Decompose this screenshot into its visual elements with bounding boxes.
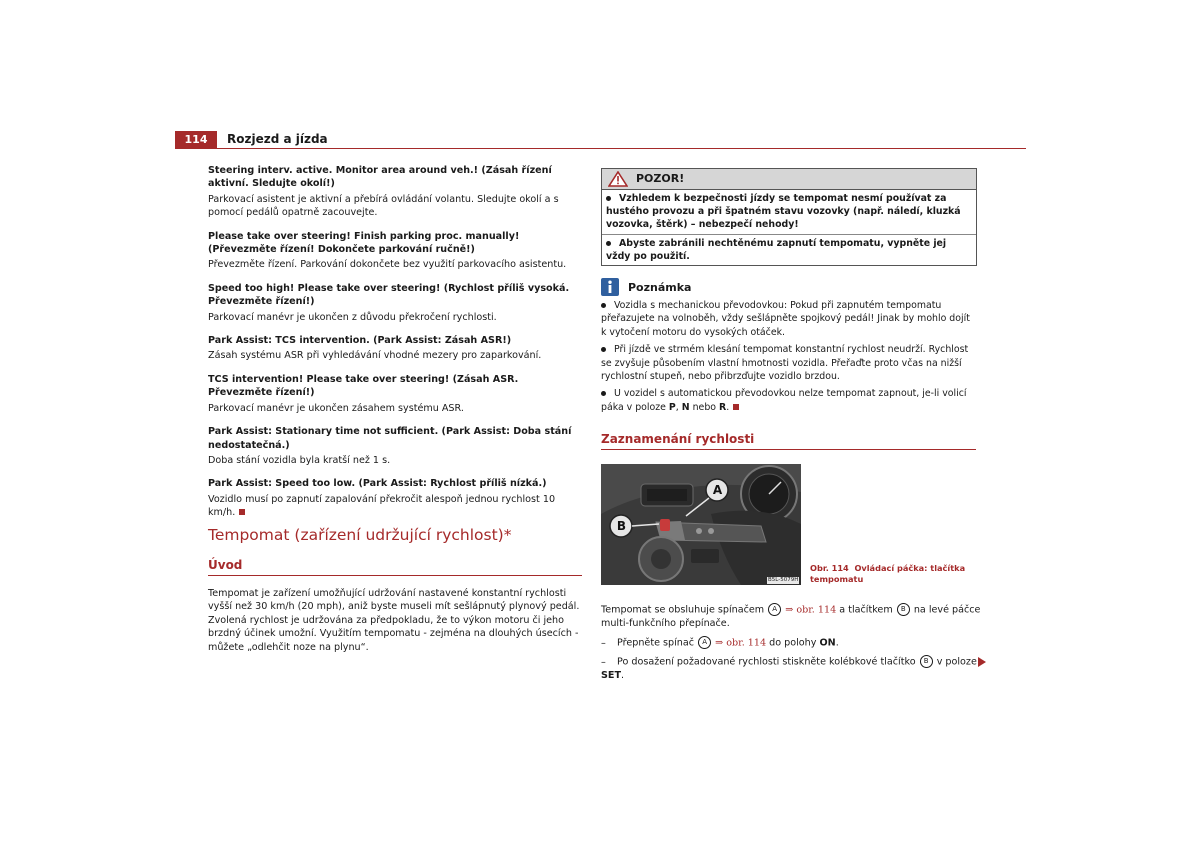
paragraph-text: na levé páčce multi-funkčního přepínače. (601, 604, 981, 629)
gear-position-n: N (681, 401, 690, 413)
step-text: Přepněte spínač (617, 637, 695, 649)
note-item (601, 387, 977, 414)
figure-label-b: B (616, 519, 627, 533)
paragraph-text: Tempomat se obsluhuje spínačem (601, 604, 765, 616)
position-set: SET (601, 669, 622, 681)
step-text: v poloze (936, 656, 977, 668)
message-title: Please take over steering! Finish parking proc. manually! (Převezměte řízení! Dokončete parkování ručně!) (208, 230, 520, 256)
figure-code: B5L-5079H (768, 577, 799, 583)
message-body: Parkovací manévr je ukončen zásahem systému ASR. (208, 402, 464, 414)
warning-item (602, 234, 976, 265)
note-item-text: Vozidla s mechanickou převodovkou: Pokud při zapnutém tempomatu přeřazujete na volnoběh, vždy sešlápněte spojkový pedál! Jinak by mohlo dojít k vytočení motoru do vysokých otáček. (601, 300, 970, 338)
speed-section-heading: Zaznamenání rychlosti (601, 432, 755, 446)
step-dash: – (601, 656, 606, 668)
message-title: TCS intervention! Please take over steering! (Zásah ASR. Převezměte řízení!) (208, 373, 519, 399)
continue-arrow-icon (978, 657, 986, 667)
figure-label-a: A (712, 483, 723, 497)
warning-triangle-icon (606, 171, 630, 187)
figure-reference-link[interactable]: ⇒ obr. 114 (785, 604, 837, 616)
usage-paragraph (601, 603, 981, 630)
warning-header (602, 169, 976, 190)
message-title: Park Assist: Speed too low. (Park Assist: Rychlost příliš nízká.) (208, 478, 547, 490)
bullet-icon (601, 347, 606, 352)
note-item-text: Při jízdě ve strmém klesání tempomat konstantní rychlost neudrží. Rychlost se zvyšuje působením vlastní hmotnosti vozidla. Přeřaďte proto včas na nižší rychlostní stupeň, nebo přibrzďujte vozidlo brzdou. (601, 344, 969, 383)
figure-cruise-control-lever (601, 464, 801, 585)
warning-box (601, 168, 977, 266)
message-body (208, 493, 582, 520)
gear-position-r: R (718, 401, 727, 413)
button-b-badge: B (920, 655, 933, 668)
message-title: Park Assist: Stationary time not sufficient. (Park Assist: Doba stání nedostatečná.) (208, 426, 572, 451)
step-1: – Přepněte spínač A ⇒ obr. 114 do polohy ON. (601, 637, 839, 649)
message-body: Zásah systému ASR při vyhledávání vhodné mezery pro zaparkování. (208, 350, 542, 362)
message-title: Park Assist: TCS intervention. (Park Assist: Zásah ASR!) (208, 335, 512, 347)
bullet-icon (606, 196, 611, 201)
note-body (601, 299, 977, 418)
info-icon (601, 278, 619, 296)
message-title: Speed too high! Please take over steering! (Rychlost příliš vysoká. Převezměte řízení!) (208, 282, 570, 308)
step-text: do polohy (769, 637, 817, 649)
message-list (208, 164, 582, 530)
note-title: Poznámka (628, 280, 692, 294)
intro-text: Tempomat je zařízení umožňující udržování nastavené konstantní rychlosti vyšší než 30 km/h (20 mph), aniž byste museli mít sešlápnutý plynový pedál. Zvolená rychlost je udržována za předpokladu, že to výkon motoru či jeho brzdný účinek umožní. Využitím tempomatu - zejména na dlouhých úsecích - můžete „odlehčit noze na plynu“. (208, 588, 580, 653)
figure-reference-link[interactable]: ⇒ obr. 114 (715, 637, 767, 649)
bullet-icon (601, 303, 606, 308)
figure-number: Obr. 114 (810, 563, 849, 573)
message-body: Parkovací asistent je aktivní a přebírá ovládání volantu. Sledujte okolí a s pomocí pedálů opatrně zacouvejte. (208, 193, 559, 219)
lever-illustration (601, 464, 801, 585)
warning-item-text: Abyste zabránili nechtěnému zapnutí tempomatu, vypněte jej vždy po použití. (606, 237, 947, 262)
figure-caption-text: Ovládací páčka: tlačítka tempomatu (810, 563, 966, 584)
header-rule (175, 148, 1026, 149)
note-item-text: nebo (689, 401, 719, 413)
warning-item (602, 190, 976, 234)
warning-item-text: Vzhledem k bezpečnosti jízdy se tempomat nesmí používat za hustého provozu a při špatném stavu vozovky (např. náledí, kluzká vozovka, štěrk) – nebezpečí nehody! (606, 193, 961, 231)
note-item (601, 299, 977, 339)
message-title: Steering interv. active. Monitor area around veh.! (Zásah řízení aktivní. Sledujte okolí!) (208, 165, 552, 190)
message-body: Doba stání vozidla byla kratší než 1 s. (208, 454, 391, 466)
position-on: ON (819, 637, 836, 649)
gear-position-p: P (668, 401, 676, 413)
bullet-icon (601, 391, 606, 396)
figure-caption (810, 563, 980, 584)
speed-heading-rule (601, 449, 976, 450)
note-header (601, 278, 691, 296)
button-b-badge: B (897, 603, 910, 616)
note-item-text: U vozidel s automatickou převodovkou nelze tempomat zapnout, je-li volicí páka v poloze (601, 388, 967, 413)
paragraph-text: a tlačítkem (839, 604, 893, 616)
message-body-text: Vozidlo musí po zapnutí zapalování překročit alespoň jednou rychlost 10 km/h. (208, 493, 556, 519)
intro-heading-rule (208, 575, 582, 576)
note-item (601, 343, 977, 383)
warning-title: POZOR! (636, 172, 685, 186)
chapter-heading: Tempomat (zařízení udržující rychlost)* (208, 526, 512, 544)
step-dash: – (601, 637, 606, 649)
step-text: Po dosažení požadované rychlosti stiskněte kolébkové tlačítko (617, 656, 916, 668)
bullet-icon (606, 241, 611, 246)
section-end-mark (733, 404, 739, 410)
section-title: Rozjezd a jízda (227, 132, 328, 146)
page-number: 114 (175, 131, 217, 148)
button-a-badge: A (768, 603, 781, 616)
section-end-mark (239, 509, 245, 515)
intro-heading: Úvod (208, 558, 243, 572)
note-item-text: , (675, 401, 682, 413)
note-item-text: . (726, 401, 730, 413)
button-a-badge: A (698, 636, 711, 649)
message-body: Parkovací manévr je ukončen z důvodu překročení rychlosti. (208, 311, 497, 323)
message-body: Převezměte řízení. Parkování dokončete bez využití parkovacího asistentu. (208, 259, 567, 271)
step-2: – Po dosažení požadované rychlosti stiskněte kolébkové tlačítko B v poloze SET. (601, 656, 977, 681)
